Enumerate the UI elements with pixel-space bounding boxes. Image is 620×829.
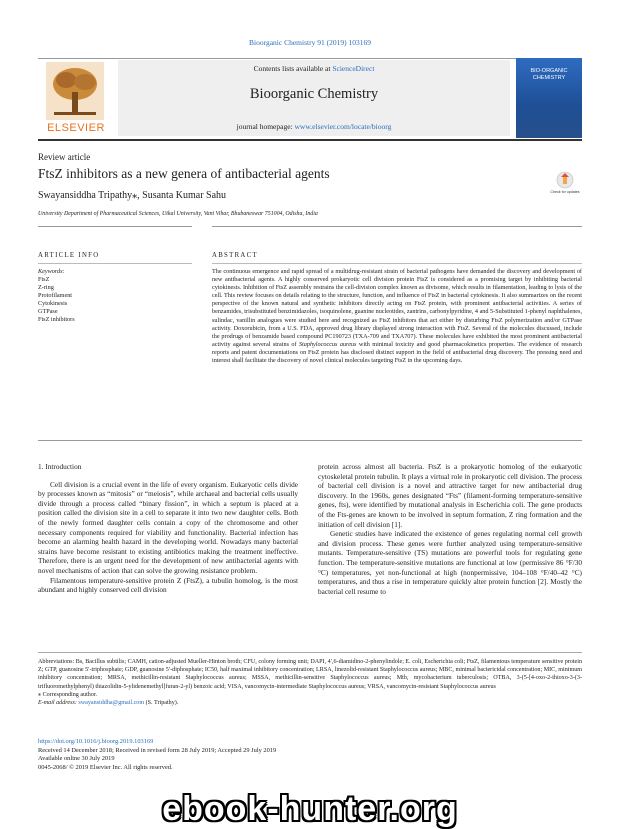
abbreviations: Abbreviations: Bs, Bacillus subtilis; CAMH, cation-adjusted Mueller-Hinton broth; CFU, colony forming unit; DAPI, 4′,6-diamidino-2-phenylindole; E. coli, Escherichia coli; FtsZ, filamentous temperature sensitive protein Z; GTP, guanosine 5′-triphosphate; GDP, guanosine 5′-diphosphate; IC50, half maximal inhibitory concentration; LRSA, linezolid-resistant Staphylococcus aureus; MBC, minimal bactericidal concentration; MIC, minimum inhibitory concentration; MRSA, methicillin-resistant Staphylococcus aureus; MSSA, methicillin-sensitive Staphylococcus aureus; Mtb, mycobacterium tuberculosis; OTBA, 3-(5-[4-oxo-2-thioxo-3-(3-trifluoromethylphenyl) thiazolidin-5-ylidenemethyl]furan-2-yl) benzoic acid; VISA, vancomycin-intermediate Staphylococcus aureus; VRSA, vancomycin-resistant Staphylococcus aureus	[38, 659, 582, 690]
abstract-heading: ABSTRACT	[212, 252, 258, 259]
homepage-line	[118, 122, 510, 131]
sciencedirect-link[interactable]: ScienceDirect	[332, 64, 375, 73]
keyword: FtsZ inhibitors	[38, 316, 75, 323]
contents-prefix: Contents lists available at	[253, 64, 333, 73]
check-updates-label: Check for updates	[550, 190, 580, 194]
email-suffix: (S. Tripathy).	[144, 700, 179, 707]
publisher-name: ELSEVIER	[47, 122, 105, 134]
keywords-label: Keywords:	[38, 268, 65, 275]
abstract-text	[212, 268, 582, 365]
body-column-left	[38, 462, 298, 595]
email-label: E-mail address:	[38, 700, 79, 707]
homepage-prefix: journal homepage:	[236, 122, 295, 131]
article-type: Review article	[38, 152, 91, 162]
keyword: Cytokinesis	[38, 300, 68, 307]
abstract-part: The continuous emergence and rapid spread of a multidrug-resistant strain of bacterial pathogens have demanded the discovery and development of new antibacterial agents. A highly conserved prokaryotic cell division protein FtsZ is considered as a promising target by inhibiting bacterial cytokinesis. Inhibition of FtsZ assembly restrains the cell-division complex known as divisome, which results in filamentation, leading to lysis of the cell. This review focuses on details relating to the structure, function, and influence of FtsZ in bacterial cytokinesis. It also summarizes on the recent perspective of the known natural and synthetic inhibitors directly acting on FtsZ protein, with prominent antibacterial activities. A series of benzamides, trisubstituted benzimidazoles, isoquinolene, guanine nucleotides, zantrins, carbonylpyridine, 4 and 5-Substituted 1-phenyl naphthalenes, sulindac, vanillin analogues were studied here and recognized as FtsZ inhibitors that act either by disturbing FtsZ polymerization and/or GTPase activity. Doxorubicin, from a U.S. FDA, approved drug library displayed strong interaction with FtsZ. Several of the molecules discussed, include the prodrugs of benzamide based compound PC190723 (TXA-709 and TXA707). These molecules have exhibited the most prominent antibacterial activity against several strains of	[212, 268, 582, 348]
journal-name: Bioorganic Chemistry	[249, 86, 379, 102]
author-list: Swayansiddha Tripathy⁎, Susanta Kumar Sahu	[38, 190, 227, 201]
divider	[38, 440, 582, 441]
abstract-italic: Staphylococcus aureus	[298, 340, 357, 348]
affiliation: University Department of Pharmaceutical Sciences, Utkal University, Vani Vihar, Bhubaneswar 751004, Odisha, India	[38, 211, 318, 217]
divider	[38, 226, 192, 227]
footnotes	[38, 658, 582, 707]
keyword: Z-ring	[38, 284, 54, 291]
journal-reference[interactable]: Bioorganic Chemistry 91 (2019) 103169	[249, 38, 371, 47]
check-for-updates-icon[interactable]	[552, 170, 578, 200]
divider	[212, 226, 582, 227]
keyword: Protofilament	[38, 292, 73, 299]
email-link[interactable]: swayansiddha@gmail.com	[78, 700, 145, 707]
watermark: ebook-hunter.org	[162, 790, 458, 828]
doi-link[interactable]: https://doi.org/10.1016/j.bioorg.2019.103169	[38, 738, 154, 745]
paragraph: Genetic studies have indicated the existence of genes regulating normal cell growth and division process. These genes were further analyzed using temperature-sensitive mutants. Temperature-sensitive (TS) mutations are powerful tools for regulating gene function. The temperature-sensitive mutations are functional at low (permissive 86 °F/30 °C) temperatures, yet non-functional at high (nonpermissive, 104–108 °F/40–42 °C) temperatures, and thus a rise in temperature quickly alter protein function [2]. Mostly the bacterial cell resume to	[318, 529, 582, 596]
abstract-part: with minimal toxicity and good pharmacokinetics properties. The evidence of research reports and patent documentations on FtsZ protein has disclosed distinct support in the field of antibacterial drug discovery. The pressing need and interest shall facilitate the discovery of novel clinical molecules targeting FtsZ in the upcoming days.	[212, 340, 582, 365]
publication-info	[38, 738, 276, 772]
section-heading: 1. Introduction	[38, 462, 82, 471]
article-info-heading: ARTICLE INFO	[38, 252, 100, 259]
divider	[212, 263, 582, 264]
article-title: FtsZ inhibitors as a new genera of antibacterial agents	[38, 166, 330, 181]
contents-line	[118, 64, 510, 73]
email-line	[38, 699, 582, 707]
paragraph: Filamentous temperature-sensitive protein Z (FtsZ), a tubulin homolog, is the most abundant and highly conserved cell division	[38, 575, 298, 595]
paragraph: Cell division is a crucial event in the life of every organism. Eukaryotic cells divide by processes known as “mitosis” or “meiosis”, while archaeal and bacterial cells usually divide through a process called “binary fission”, in which a septum is placed at a position called the division site in a cell to separate it into two new daughter cells. Both of the newly formed daughter cells contain a copy of the chromosome and other necessary components required for viability and functionality. Bacterial infection has become an alarming health hazard in the developing world. Nowadays many bacterial strains have become resistant to existing antibiotics making the treatment ineffective. Therefore, there is an urgent need for the development of new antibacterial agents with novel mechanisms of action that can solve the growing resistance problem.	[38, 479, 298, 575]
paragraph: protein across almost all bacteria. FtsZ is a prokaryotic homolog of the eukaryotic cytoskeletal protein tubulin. It plays a virtual role in prokaryotic cell division. The process of bacterial cell division is a novel and attractive target for new antibacterial drug discovery. In the 1960s, genes designated “Fts” (filament-forming temperature-sensitive genes, fts), were identified by mutational analysis in Escherichia coli. The gene products of the Fts-genes are known to be involved in septum formation, Z ring formation and the initiation of cell division [1].	[318, 462, 582, 529]
keywords-block	[38, 268, 75, 324]
homepage-link[interactable]: www.elsevier.com/locate/bioorg	[294, 122, 392, 131]
online-date: Available online 30 July 2019	[38, 755, 115, 763]
divider	[38, 263, 192, 264]
keyword: GTPase	[38, 308, 58, 315]
footnote-divider	[38, 652, 582, 653]
keyword: FtsZ	[38, 276, 50, 283]
received-dates: Received 14 December 2018; Received in revised form 28 July 2019; Accepted 29 July 2019	[38, 746, 277, 754]
corresponding-author: ⁎ Corresponding author.	[38, 691, 98, 698]
copyright: 0045-2068/ © 2019 Elsevier Inc. All rights reserved.	[38, 763, 173, 771]
cover-title: BIO-ORGANIC CHEMISTRY	[530, 68, 568, 81]
body-column-right	[318, 462, 582, 596]
